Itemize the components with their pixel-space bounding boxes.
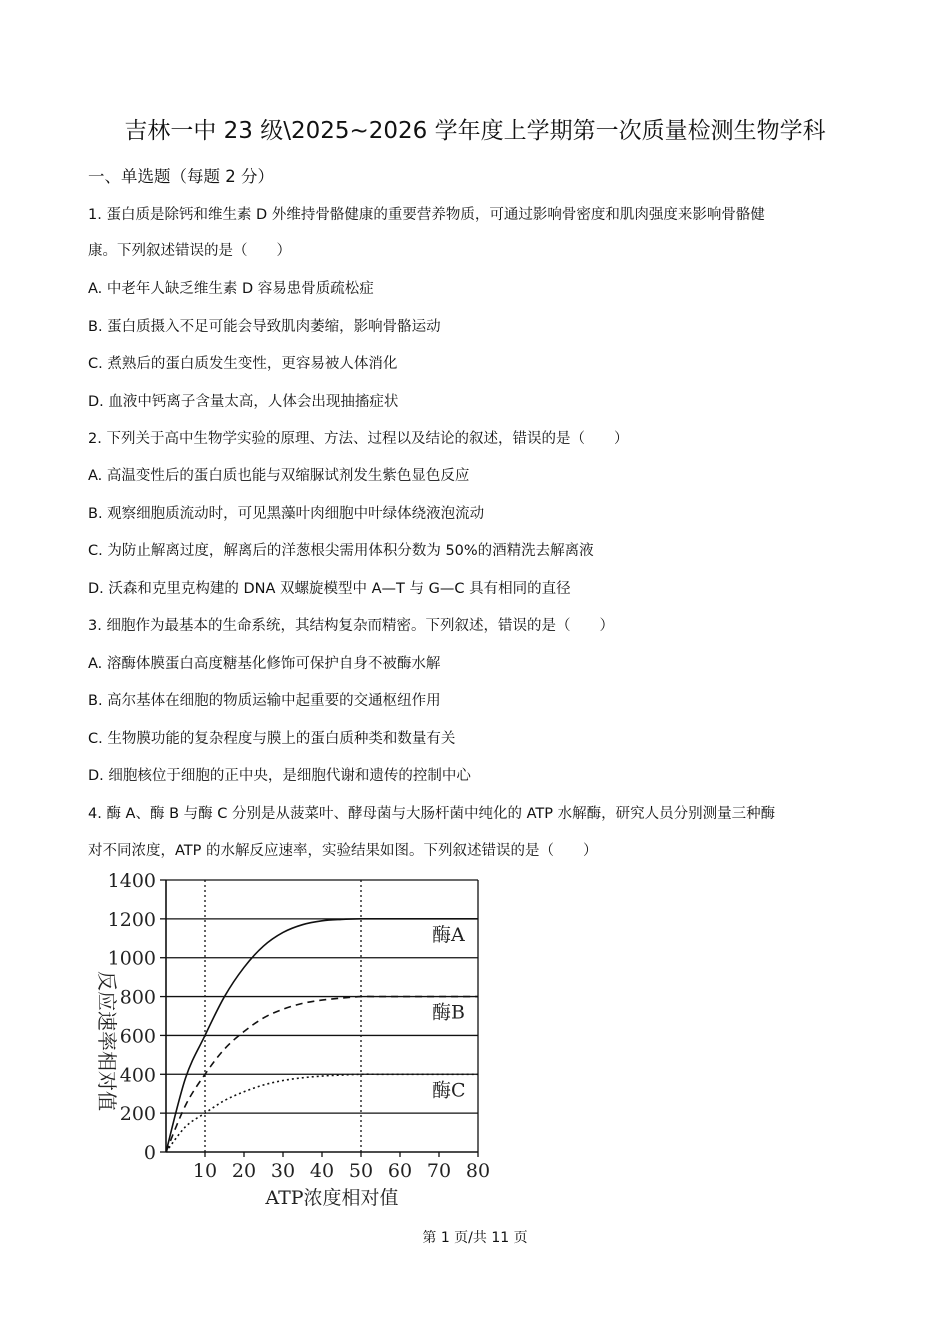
chart-ticks <box>108 870 490 1182</box>
y-tick-label-400: 400 <box>119 1064 156 1087</box>
y-tick-label-1000: 1000 <box>107 947 156 970</box>
q2-option-c: C. 为防止解离过度，解离后的洋葱根尖需用体积分数为 50%的酒精洗去解离液 <box>88 543 594 559</box>
x-tick-label-80: 80 <box>465 1160 491 1182</box>
enzyme-rate-chart <box>78 862 508 1212</box>
q1-stem-line-1: 1. 蛋白质是除钙和维生素 D 外维持骨骼健康的重要营养物质，可通过影响骨密度和肌肉强度来影响骨骼健 <box>88 207 765 223</box>
chart-reference-lines <box>205 880 361 1152</box>
y-tick-label-200: 200 <box>119 1103 156 1126</box>
q3-option-b: B. 高尔基体在细胞的物质运输中起重要的交通枢纽作用 <box>88 693 441 709</box>
q3-option-c: C. 生物膜功能的复杂程度与膜上的蛋白质种类和数量有关 <box>88 731 456 747</box>
y-tick-label-800: 800 <box>119 986 156 1009</box>
x-tick-label-30: 30 <box>270 1160 296 1182</box>
q2-option-b: B. 观察细胞质流动时，可见黑藻叶肉细胞中叶绿体绕液泡流动 <box>88 506 485 522</box>
section-heading: 一、单选题（每题 2 分） <box>88 167 274 186</box>
q4-stem-line-1: 4. 酶 A、酶 B 与酶 C 分别是从菠菜叶、酵母菌与大肠杆菌中纯化的 ATP 水解酶，研究人员分别测量三种酶 <box>88 806 776 822</box>
x-tick-label-20: 20 <box>231 1160 257 1182</box>
y-tick-label-1200: 1200 <box>107 908 156 931</box>
x-tick-label-10: 10 <box>192 1160 218 1182</box>
q3-option-a: A. 溶酶体膜蛋白高度糖基化修饰可保护自身不被酶水解 <box>88 656 441 672</box>
q3-option-d: D. 细胞核位于细胞的正中央，是细胞代谢和遗传的控制中心 <box>88 768 471 784</box>
q2-stem-line-1: 2. 下列关于高中生物学实验的原理、方法、过程以及结论的叙述，错误的是（ ） <box>88 431 629 447</box>
q1-option-a: A. 中老年人缺乏维生素 D 容易患骨质疏松症 <box>88 281 374 297</box>
q1-option-b: B. 蛋白质摄入不足可能会导致肌肉萎缩，影响骨骼运动 <box>88 319 441 335</box>
page-title: 吉林一中 23 级\2025~2026 学年度上学期第一次质量检测生物学科 <box>124 118 826 144</box>
x-axis-title: ATP浓度相对值 <box>265 1187 399 1209</box>
q1-option-d: D. 血液中钙离子含量太高，人体会出现抽搐症状 <box>88 394 399 410</box>
x-tick-label-40: 40 <box>309 1160 335 1182</box>
q1-option-c: C. 煮熟后的蛋白质发生变性，更容易被人体消化 <box>88 356 398 372</box>
x-tick-label-70: 70 <box>426 1160 452 1182</box>
y-axis-title: 反应速率相对值 <box>95 971 119 1111</box>
x-tick-label-60: 60 <box>387 1160 413 1182</box>
x-tick-label-50: 50 <box>348 1160 374 1182</box>
series-label-2: 酶B <box>432 1001 465 1024</box>
page-footer: 第 1 页/共 11 页 <box>422 1230 528 1246</box>
q4-stem-line-2: 对不同浓度，ATP 的水解反应速率，实验结果如图。下列叙述错误的是（ ） <box>88 843 598 859</box>
y-tick-label-600: 600 <box>119 1025 156 1048</box>
q2-option-a: A. 高温变性后的蛋白质也能与双缩脲试剂发生紫色显色反应 <box>88 468 470 484</box>
series-label-1: 酶A <box>432 923 465 946</box>
series-label-3: 酶C <box>432 1079 466 1102</box>
q1-stem-line-2: 康。下列叙述错误的是（ ） <box>88 243 291 259</box>
y-tick-label-1400: 1400 <box>107 870 156 892</box>
q2-option-d: D. 沃森和克里克构建的 DNA 双螺旋模型中 A—T 与 G—C 具有相同的直径 <box>88 581 571 597</box>
q3-stem-line-1: 3. 细胞作为最基本的生命系统，其结构复杂而精密。下列叙述，错误的是（ ） <box>88 618 614 634</box>
y-tick-label-0: 0 <box>143 1142 156 1164</box>
